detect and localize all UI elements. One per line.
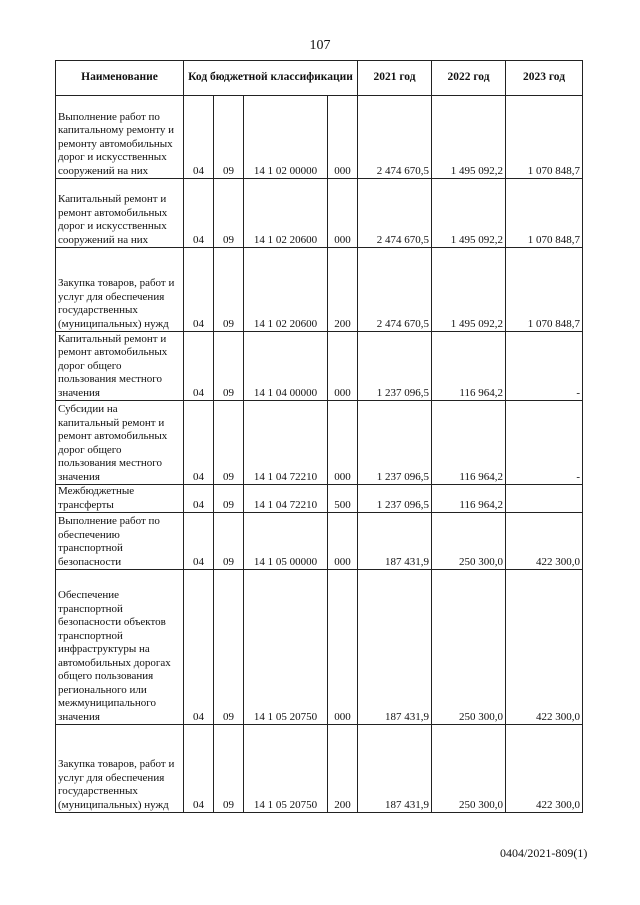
row-target-article: 14 1 02 20600 bbox=[244, 179, 328, 248]
row-section: 04 bbox=[184, 513, 214, 570]
row-amount-2022: 250 300,0 bbox=[432, 725, 506, 813]
table-header-row bbox=[56, 61, 583, 96]
row-amount-2023: 422 300,0 bbox=[506, 725, 583, 813]
row-subsection: 09 bbox=[214, 725, 244, 813]
row-section: 04 bbox=[184, 485, 214, 513]
row-amount-2021: 1 237 096,5 bbox=[358, 401, 432, 485]
row-subsection: 09 bbox=[214, 401, 244, 485]
row-name: Субсидии на капитальный ремонт и ремонт автомобильных дорог общего пользования местного значения bbox=[56, 401, 184, 485]
row-amount-2022: 1 495 092,2 bbox=[432, 248, 506, 332]
row-amount-2022: 116 964,2 bbox=[432, 332, 506, 401]
document-code: 0404/2021-809(1) bbox=[500, 846, 588, 860]
table-row bbox=[56, 248, 583, 332]
row-subsection: 09 bbox=[214, 248, 244, 332]
header-2021: 2021 год bbox=[358, 61, 432, 96]
row-amount-2023: 1 070 848,7 bbox=[506, 248, 583, 332]
row-section: 04 bbox=[184, 401, 214, 485]
row-expense-type: 000 bbox=[328, 96, 358, 179]
row-section: 04 bbox=[184, 570, 214, 725]
row-subsection: 09 bbox=[214, 570, 244, 725]
row-expense-type: 000 bbox=[328, 332, 358, 401]
row-amount-2023: - bbox=[506, 332, 583, 401]
row-name: Выполнение работ по обеспечению транспортной безопасности bbox=[56, 513, 184, 570]
row-subsection: 09 bbox=[214, 332, 244, 401]
header-2023: 2023 год bbox=[506, 61, 583, 96]
row-subsection: 09 bbox=[214, 485, 244, 513]
table-row bbox=[56, 401, 583, 485]
row-target-article: 14 1 04 72210 bbox=[244, 401, 328, 485]
row-amount-2022: 250 300,0 bbox=[432, 513, 506, 570]
row-name: Обеспечение транспортной безопасности объектов транспортной инфраструктуры на автомобильных дорогах общего пользования регионального или межмуниципального значения bbox=[56, 570, 184, 725]
row-expense-type: 500 bbox=[328, 485, 358, 513]
row-amount-2023: 1 070 848,7 bbox=[506, 96, 583, 179]
table-row bbox=[56, 570, 583, 725]
row-section: 04 bbox=[184, 96, 214, 179]
row-target-article: 14 1 04 00000 bbox=[244, 332, 328, 401]
row-amount-2023: - bbox=[506, 401, 583, 485]
row-expense-type: 200 bbox=[328, 248, 358, 332]
row-target-article: 14 1 05 00000 bbox=[244, 513, 328, 570]
row-amount-2022: 250 300,0 bbox=[432, 570, 506, 725]
header-code: Код бюджетной классификации bbox=[184, 61, 358, 96]
row-name: Межбюджетные трансферты bbox=[56, 485, 184, 513]
row-amount-2022: 1 495 092,2 bbox=[432, 96, 506, 179]
row-amount-2023 bbox=[506, 485, 583, 513]
row-name: Закупка товаров, работ и услуг для обеспечения государственных (муниципальных) нужд bbox=[56, 248, 184, 332]
row-amount-2021: 1 237 096,5 bbox=[358, 332, 432, 401]
row-target-article: 14 1 02 20600 bbox=[244, 248, 328, 332]
row-amount-2022: 116 964,2 bbox=[432, 485, 506, 513]
row-section: 04 bbox=[184, 725, 214, 813]
row-section: 04 bbox=[184, 332, 214, 401]
row-amount-2021: 187 431,9 bbox=[358, 725, 432, 813]
row-expense-type: 000 bbox=[328, 570, 358, 725]
row-target-article: 14 1 05 20750 bbox=[244, 570, 328, 725]
budget-table bbox=[55, 60, 583, 813]
page-number: 107 bbox=[309, 38, 331, 53]
row-amount-2023: 422 300,0 bbox=[506, 570, 583, 725]
table-row bbox=[56, 332, 583, 401]
row-amount-2022: 116 964,2 bbox=[432, 401, 506, 485]
row-name: Капитальный ремонт и ремонт автомобильных дорог общего пользования местного значения bbox=[56, 332, 184, 401]
header-name: Наименование bbox=[56, 61, 184, 96]
row-subsection: 09 bbox=[214, 179, 244, 248]
row-expense-type: 000 bbox=[328, 513, 358, 570]
row-amount-2021: 2 474 670,5 bbox=[358, 248, 432, 332]
table-row bbox=[56, 179, 583, 248]
table-row bbox=[56, 725, 583, 813]
row-expense-type: 200 bbox=[328, 725, 358, 813]
row-subsection: 09 bbox=[214, 513, 244, 570]
row-amount-2021: 2 474 670,5 bbox=[358, 179, 432, 248]
row-amount-2021: 1 237 096,5 bbox=[358, 485, 432, 513]
row-target-article: 14 1 02 00000 bbox=[244, 96, 328, 179]
row-name: Закупка товаров, работ и услуг для обеспечения государственных (муниципальных) нужд bbox=[56, 725, 184, 813]
row-amount-2021: 187 431,9 bbox=[358, 513, 432, 570]
table-body bbox=[56, 96, 583, 813]
row-target-article: 14 1 05 20750 bbox=[244, 725, 328, 813]
row-amount-2023: 422 300,0 bbox=[506, 513, 583, 570]
row-target-article: 14 1 04 72210 bbox=[244, 485, 328, 513]
row-subsection: 09 bbox=[214, 96, 244, 179]
row-name: Капитальный ремонт и ремонт автомобильных дорог и искусственных сооружений на них bbox=[56, 179, 184, 248]
row-amount-2023: 1 070 848,7 bbox=[506, 179, 583, 248]
row-section: 04 bbox=[184, 179, 214, 248]
row-name: Выполнение работ по капитальному ремонту и ремонту автомобильных дорог и искусственных сооружений на них bbox=[56, 96, 184, 179]
row-amount-2021: 187 431,9 bbox=[358, 570, 432, 725]
row-expense-type: 000 bbox=[328, 179, 358, 248]
row-amount-2022: 1 495 092,2 bbox=[432, 179, 506, 248]
row-section: 04 bbox=[184, 248, 214, 332]
table-row bbox=[56, 513, 583, 570]
header-2022: 2022 год bbox=[432, 61, 506, 96]
row-expense-type: 000 bbox=[328, 401, 358, 485]
row-amount-2021: 2 474 670,5 bbox=[358, 96, 432, 179]
table-row bbox=[56, 485, 583, 513]
table-row bbox=[56, 96, 583, 179]
